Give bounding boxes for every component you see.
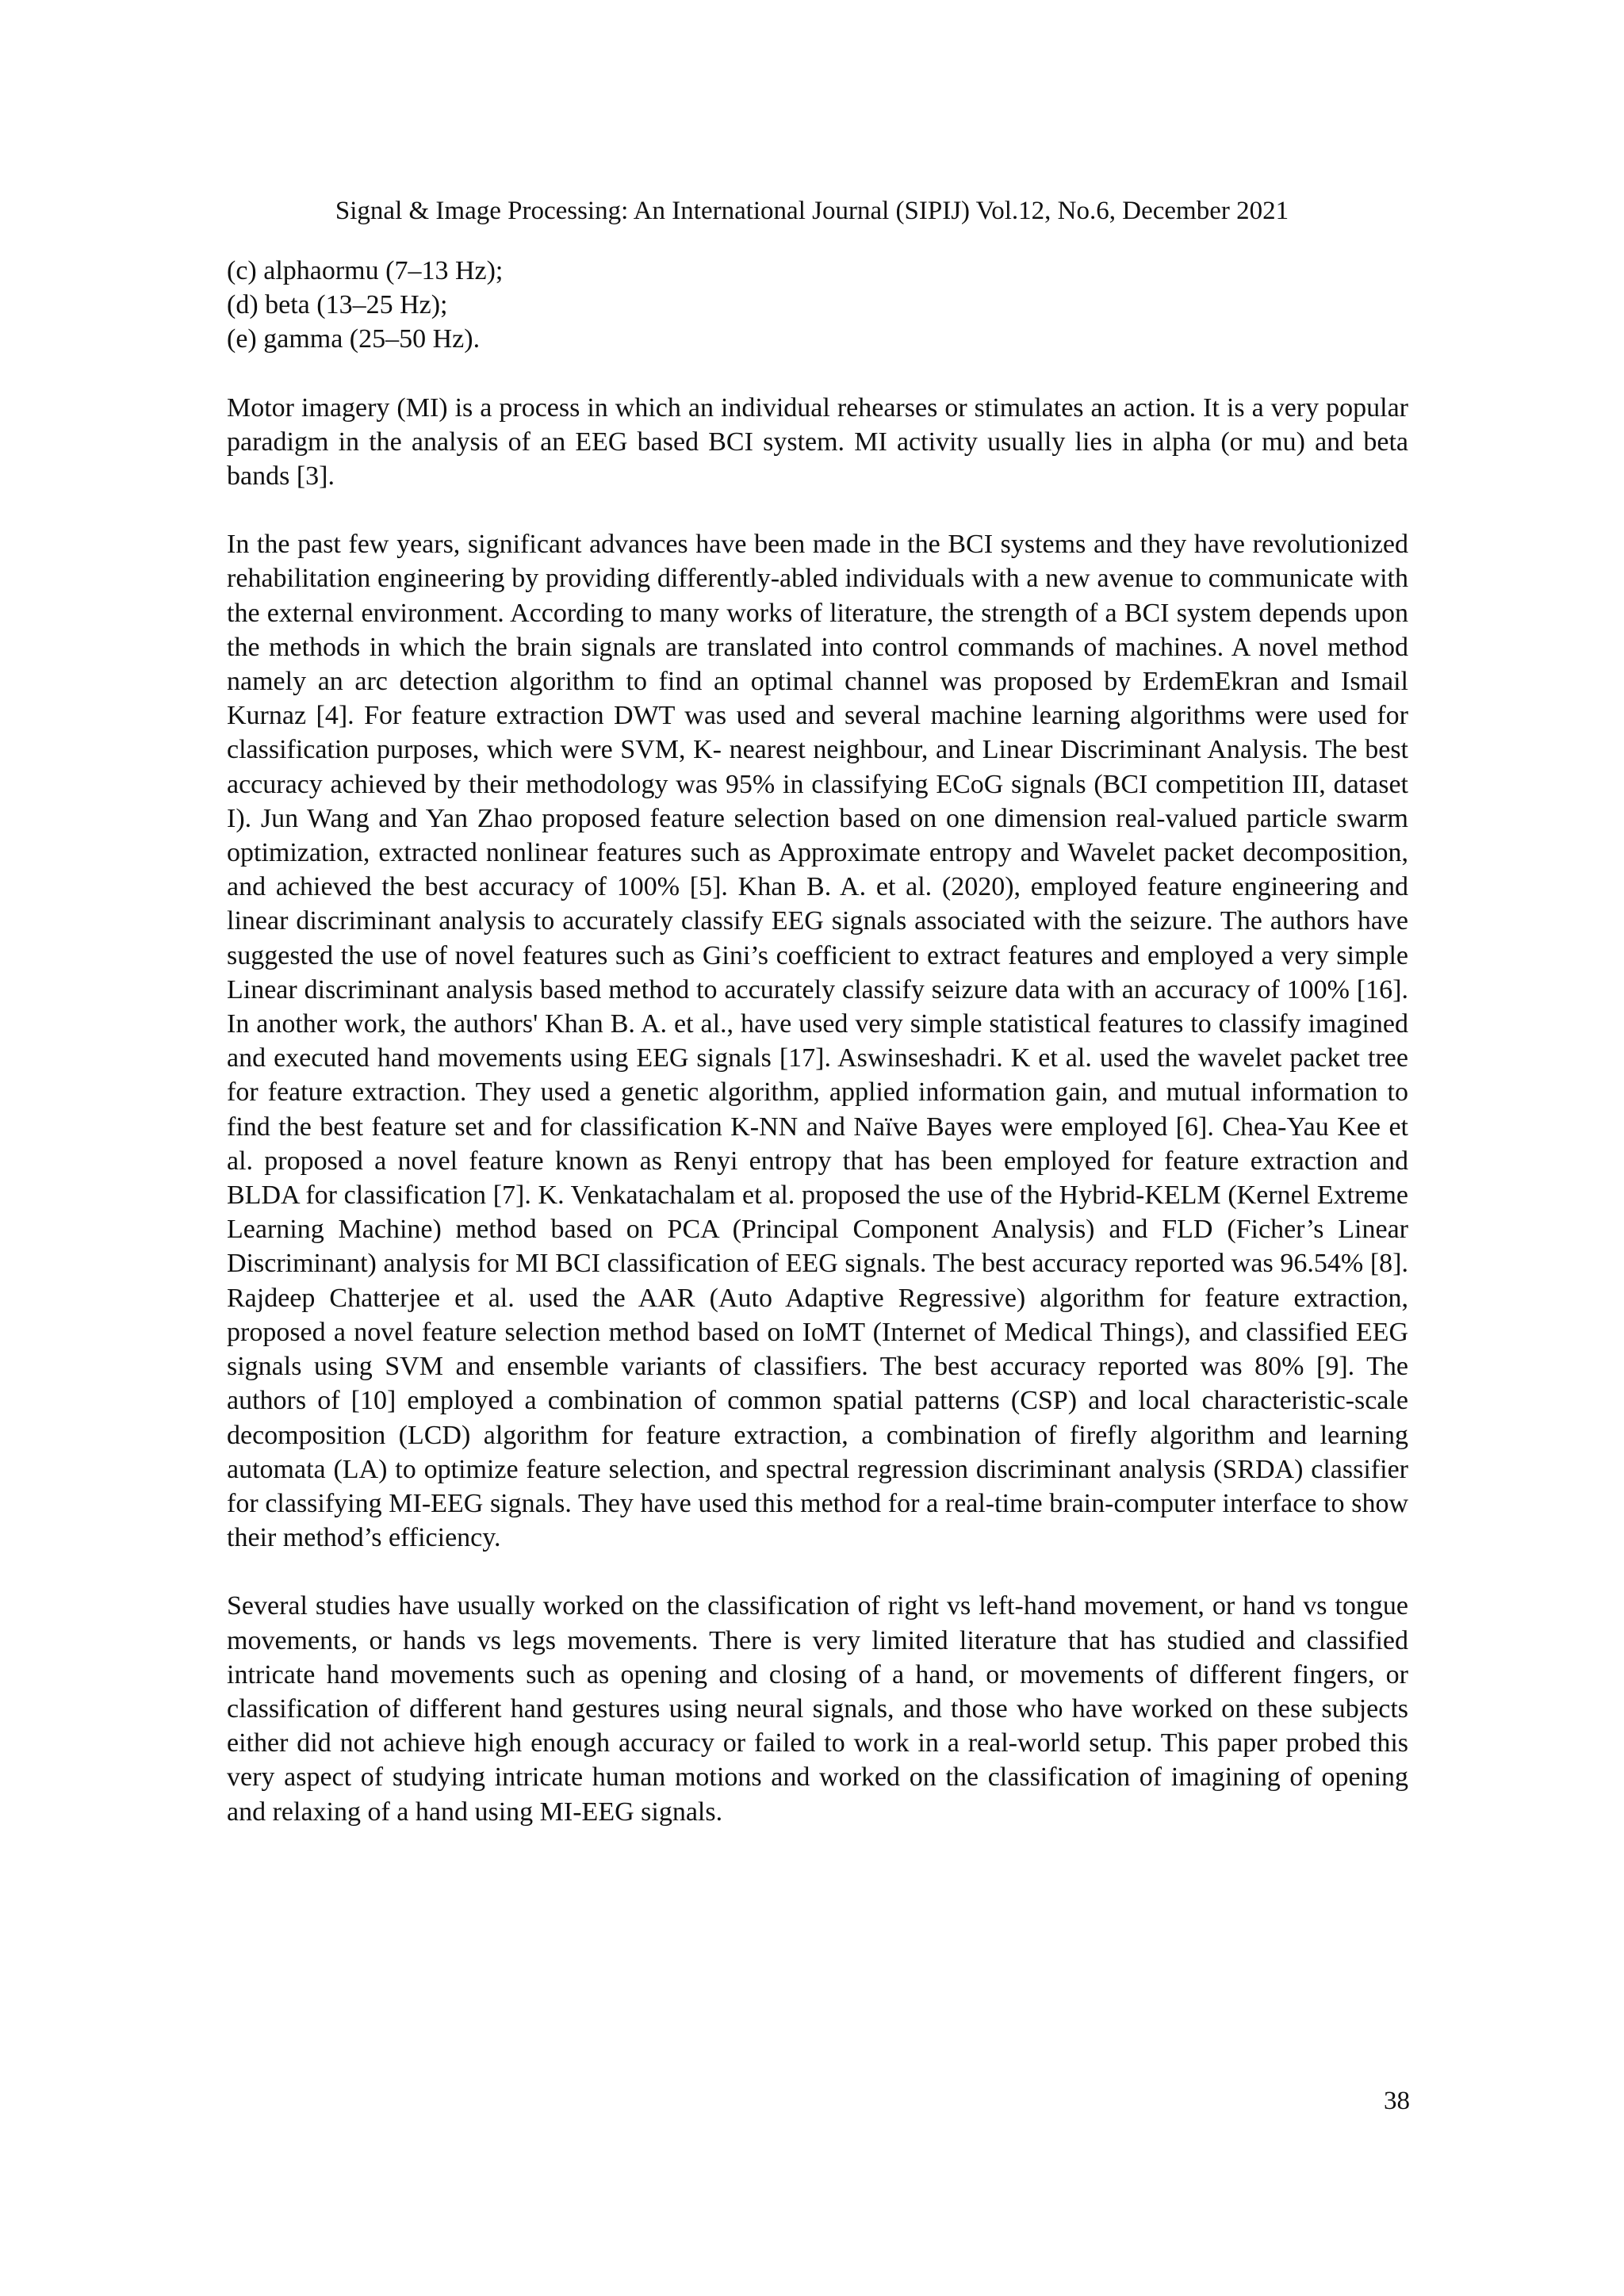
body-text [227, 254, 1408, 1829]
frequency-band-list [227, 254, 1408, 357]
paragraph-literature-review: In the past few years, significant advances have been made in the BCI systems and they have revolutionized rehabilitation engineering by providing differently-abled individuals with a new avenue to communicate with the external environment. According to many works of literature, the strength of a BCI system depends upon the methods in which the brain signals are translated into control commands of machines. A novel method namely an arc detection algorithm to find an optimal channel was proposed by ErdemEkran and Ismail Kurnaz [4]. For feature extraction DWT was used and several machine learning algorithms were used for classification purposes, which were SVM, K- nearest neighbour, and Linear Discriminant Analysis. The best accuracy achieved by their methodology was 95% in classifying ECoG signals (BCI competition III, dataset I). Jun Wang and Yan Zhao proposed feature selection based on one dimension real-valued particle swarm optimization, extracted nonlinear features such as Approximate entropy and Wavelet packet decomposition, and achieved the best accuracy of 100% [5]. Khan B. A. et al. (2020), employed feature engineering and linear discriminant analysis to accurately classify EEG signals associated with the seizure. The authors have suggested the use of novel features such as Gini’s coefficient to extract features and employed a very simple Linear discriminant analysis based method to accurately classify seizure data with an accuracy of 100% [16]. In another work, the authors' Khan B. A. et al., have used very simple statistical features to classify imagined and executed hand movements using EEG signals [17]. Aswinseshadri. K et al. used the wavelet packet tree for feature extraction. They used a genetic algorithm, applied information gain, and mutual information to find the best feature set and for classification K-NN and Naïve Bayes were employed [6]. Chea-Yau Kee et al. proposed a novel feature known as Renyi entropy that has been employed for feature extraction and BLDA for classification [7]. K. Venkatachalam et al. proposed the use of the Hybrid-KELM (Kernel Extreme Learning Machine) method based on PCA (Principal Component Analysis) and FLD (Ficher’s Linear Discriminant) analysis for MI BCI classification of EEG signals. The best accuracy reported was 96.54% [8]. Rajdeep Chatterjee et al. used the AAR (Auto Adaptive Regressive) algorithm for feature extraction, proposed a novel feature selection method based on IoMT (Internet of Medical Things), and classified EEG signals using SVM and ensemble variants of classifiers. The best accuracy reported was 80% [9]. The authors of [10] employed a combination of common spatial patterns (CSP) and local characteristic-scale decomposition (LCD) algorithm for feature extraction, a combination of firefly algorithm and learning automata (LA) to optimize feature selection, and spectral regression discriminant analysis (SRDA) classifier for classifying MI-EEG signals. They have used this method for a real-time brain-computer interface to show their method’s efficiency. [227, 530, 1408, 1553]
running-header: Signal & Image Processing: An International Journal (SIPIJ) Vol.12, No.6, December 2021 [335, 197, 1289, 225]
paragraph-research-gap: Several studies have usually worked on the classification of right vs left-hand movement, or hand vs tongue movements, or hands vs legs movements. There is very limited literature that has studied and classified intricate hand movements such as opening and closing of a hand, or movements of different fingers, or classification of different hand gestures using neural signals, and those who have worked on these subjects either did not achieve high enough accuracy or failed to work in a real-world setup. This paper probed this very aspect of studying intricate human motions and worked on the classification of imagining of opening and relaxing of a hand using MI-EEG signals. [227, 1591, 1408, 1827]
band-list-item: (e) gamma (25–50 Hz). [227, 324, 481, 354]
page-number: 38 [1384, 2087, 1410, 2115]
band-list-item: (d) beta (13–25 Hz); [227, 290, 448, 320]
band-list-item: (c) alphaormu (7–13 Hz); [227, 256, 504, 285]
paragraph-motor-imagery: Motor imagery (MI) is a process in which an individual rehearses or stimulates an action. It is a very popular paradigm in the analysis of an EEG based BCI system. MI activity usually lies in alpha (or mu) and beta bands [3]. [227, 392, 1408, 492]
